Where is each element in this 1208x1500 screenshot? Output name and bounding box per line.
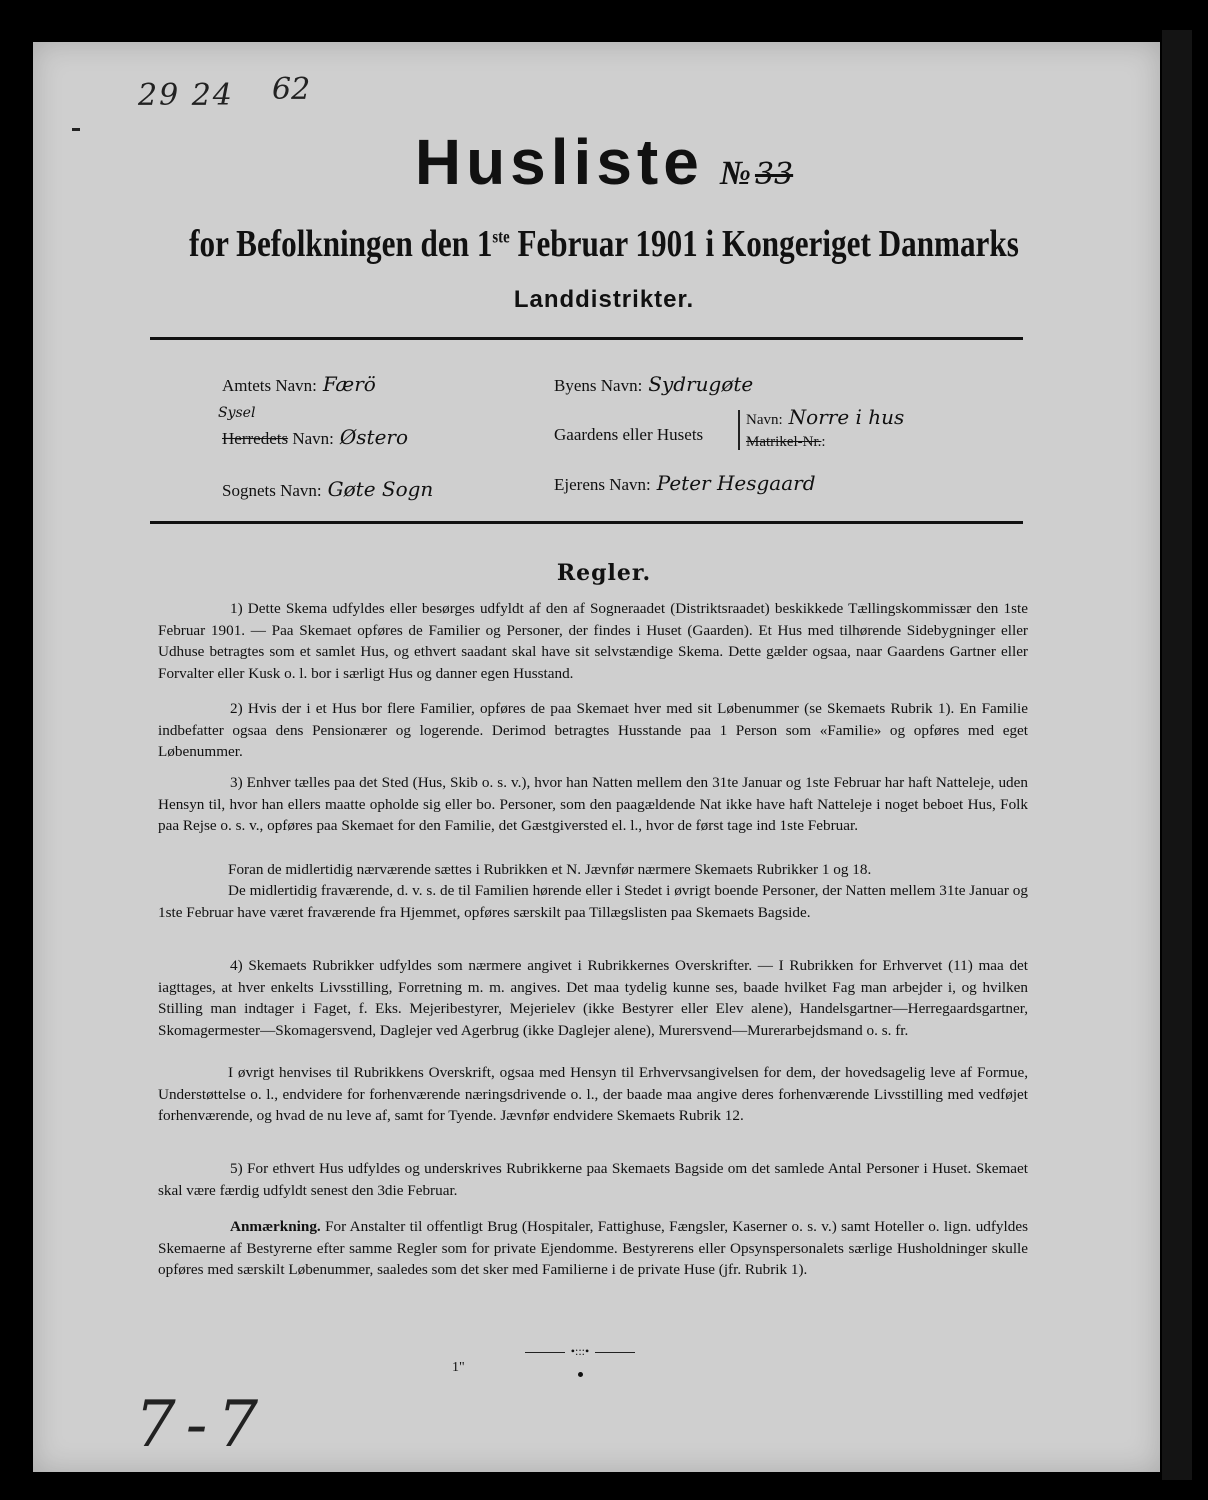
by-value: Sydrugøte bbox=[648, 372, 754, 396]
subtitle-sup: ste bbox=[492, 226, 510, 247]
rule-paragraph-3b bbox=[158, 859, 1028, 881]
navn-value: Norre i hus bbox=[788, 405, 905, 429]
rule-4-text: 4) Skemaets Rubrikker udfyldes som nærmere angivet i Rubrikkernes Overskrifter. — I Rubrikken for Erhvervet (11) maa det iagttages, at hver enkelts Livsstilling, Forretning m. m. angives. Det maa tydelig kunne ses, baade hvilket Fag man arbejder i, og hvilken Stilling man indtager i Faget, f. Eks. Mejeribestyrer, Mejerielev (ikke Bestyrer eller Elev alene), Handelsgartner—Herregaardsgartner, Skomagermester—Skomagersvend, Daglejer ved Agerbrug (ikke Daglejer alene), Murersvend—Murerarbejdsmand o. s. fr. bbox=[158, 957, 1028, 1039]
ejer-value: Peter Hesgaard bbox=[656, 471, 816, 495]
ejer-label: Ejerens Navn: bbox=[554, 475, 651, 494]
field-brace bbox=[738, 410, 740, 450]
herred-label-struck: Herredets bbox=[222, 429, 289, 448]
rule-paragraph-2 bbox=[158, 698, 1028, 763]
annotation-paragraph bbox=[158, 1216, 1028, 1281]
bottom-rule bbox=[150, 521, 1023, 524]
handwritten-bottom-note: 7-7 bbox=[135, 1388, 269, 1462]
amt-label: Amtets Navn: bbox=[222, 376, 317, 395]
navn-field bbox=[746, 405, 904, 429]
page-edge bbox=[1162, 30, 1192, 1480]
rule-3b-text: Foran de midlertidig nærværende sættes i Rubrikken et N. Jævnfør nærmere Skemaets Rubrikker 1 og 18. bbox=[228, 861, 872, 878]
amt-field bbox=[222, 372, 376, 396]
herred-value: Østero bbox=[339, 425, 409, 449]
ornament-divider bbox=[525, 1344, 635, 1358]
herred-handwritten-note: Sysel bbox=[218, 405, 256, 421]
stray-marks: 1" bbox=[452, 1360, 465, 1375]
matrikel-label: Matrikel-Nr. bbox=[746, 434, 822, 450]
gaard-label: Gaardens eller Husets bbox=[554, 425, 704, 444]
subtitle bbox=[109, 222, 1100, 266]
number-label: № bbox=[719, 155, 751, 192]
handwritten-corner-note: 29 24 bbox=[138, 78, 234, 113]
title-text: Husliste bbox=[414, 126, 704, 198]
rule-2-text: 2) Hvis der i et Hus bor flere Familier, opføres de paa Skemaet hver med sit Løbenummer (se Skemaets Rubrik 1). En Familie indbefatter ogsaa dens Pensionærer og logerende. Derimod betragtes Husstande paa 1 Person som «Familie» og opføres med eget Løbenummer. bbox=[158, 700, 1028, 761]
rule-paragraph-4 bbox=[158, 955, 1028, 1041]
rule-paragraph-4b bbox=[158, 1062, 1028, 1127]
rule-paragraph-3 bbox=[158, 772, 1028, 837]
ornament-center: •:::• bbox=[570, 1344, 590, 1358]
navn-label: Navn: bbox=[746, 412, 783, 428]
subtitle-pre: for Befolkningen den 1 bbox=[189, 223, 493, 265]
number-value: 33 bbox=[754, 157, 794, 192]
amt-value: Færö bbox=[322, 372, 376, 396]
herred-field bbox=[222, 425, 408, 449]
rule-paragraph-3c bbox=[158, 880, 1028, 923]
herred-label: Navn: bbox=[288, 429, 334, 448]
rule-1-text: 1) Dette Skema udfyldes eller besørges udfyldt af den af Sogneraadet (Distriktsraadet) beskikkede Tællingskommissær den 1ste Februar 1901. — Paa Skemaet opføres de Familier og Personer, der findes i Huset (Gaarden). Et Hus med tilhørende Sidebygninger eller Udhuse betragtes som et samlet Hus, og ethvert saadant skal have sit selvstændige Skema. Dette gælder ogsaa, naar Gaardens Gartner eller Forvalter eller Kusk o. l. bor i særligt Hus og danner egen Husstand. bbox=[158, 600, 1028, 682]
rule-3-text: 3) Enhver tælles paa det Sted (Hus, Skib o. s. v.), hvor han Natten mellem den 31te Januar og 1ste Februar har haft Natteleje, uden Hensyn til, hvor han ellers maatte opholde sig eller bo. Personer, som den paagældende Nat ikke have haft Natteleje i noget beboet Hus, Folk paa Rejse o. s. v., opføres paa Skemaet for den Familie, det Gæstgiversted el. l., hvor de først tage ind 1ste Februar. bbox=[158, 774, 1028, 835]
sogn-label: Sognets Navn: bbox=[222, 481, 322, 500]
subtitle-district: Landdistrikter. bbox=[513, 286, 695, 313]
ornament-dot bbox=[578, 1372, 583, 1377]
rule-3c-text: De midlertidig fraværende, d. v. s. de til Familien hørende eller i Stedet i øvrigt boende Personer, der Natten mellem 31te Januar og 1ste Februar have været fraværende fra Hjemmet, opføres særskilt paa Tillægslisten paa Skemaets Bagside. bbox=[158, 882, 1028, 921]
rules-heading: Regler. bbox=[556, 560, 652, 586]
matrikel-colon: : bbox=[821, 434, 826, 450]
sogn-value: Gøte Sogn bbox=[327, 477, 434, 501]
by-field bbox=[554, 372, 753, 396]
page-title bbox=[0, 125, 1208, 199]
rule-paragraph-1 bbox=[158, 598, 1028, 684]
matrikel-field bbox=[746, 434, 826, 451]
sogn-field bbox=[222, 477, 433, 501]
annotation-text: For Anstalter til offentligt Brug (Hospitaler, Fattighuse, Fængsler, Kaserner o. s. v.) samt Hoteller o. lign. udfyldes Skemaerne af Bestyrerne efter samme Regler som for private Ejendomme. Bestyrerens eller Opsynspersonalets særlige Husholdninger skulle opføres med særskilt Løbenummer, saaledes som det sker med Familierne i de private Huse (jfr. Rubrik 1). bbox=[158, 1218, 1028, 1279]
rule-5-text: 5) For ethvert Hus udfyldes og underskrives Rubrikkerne paa Skemaets Bagside om det samlede Antal Personer i Huset. Skemaet skal være færdig udfyldt senest den 3die Februar. bbox=[158, 1160, 1028, 1199]
ejer-field bbox=[554, 471, 816, 495]
rule-paragraph-5 bbox=[158, 1158, 1028, 1201]
top-rule bbox=[150, 337, 1023, 340]
rule-4b-text: I øvrigt henvises til Rubrikkens Overskrift, ogsaa med Hensyn til Erhvervsangivelsen for dem, der hovedsagelig leve af Formue, Understøttelse o. l., endvidere for forhenværende næringsdrivende o. l., der baade maa angive deres forhenværende Livsstilling med vedføjet forhenværende, og hvad de nu leve af, samt for Tyende. Jævnfør endvidere Skemaets Rubrik 12. bbox=[158, 1064, 1028, 1125]
subtitle-post: Februar 1901 i Kongeriget Danmarks bbox=[509, 223, 1019, 265]
handwritten-corner-note-2: 62 bbox=[272, 72, 311, 107]
by-label: Byens Navn: bbox=[554, 376, 643, 395]
annotation-label: Anmærkning. bbox=[230, 1218, 321, 1235]
